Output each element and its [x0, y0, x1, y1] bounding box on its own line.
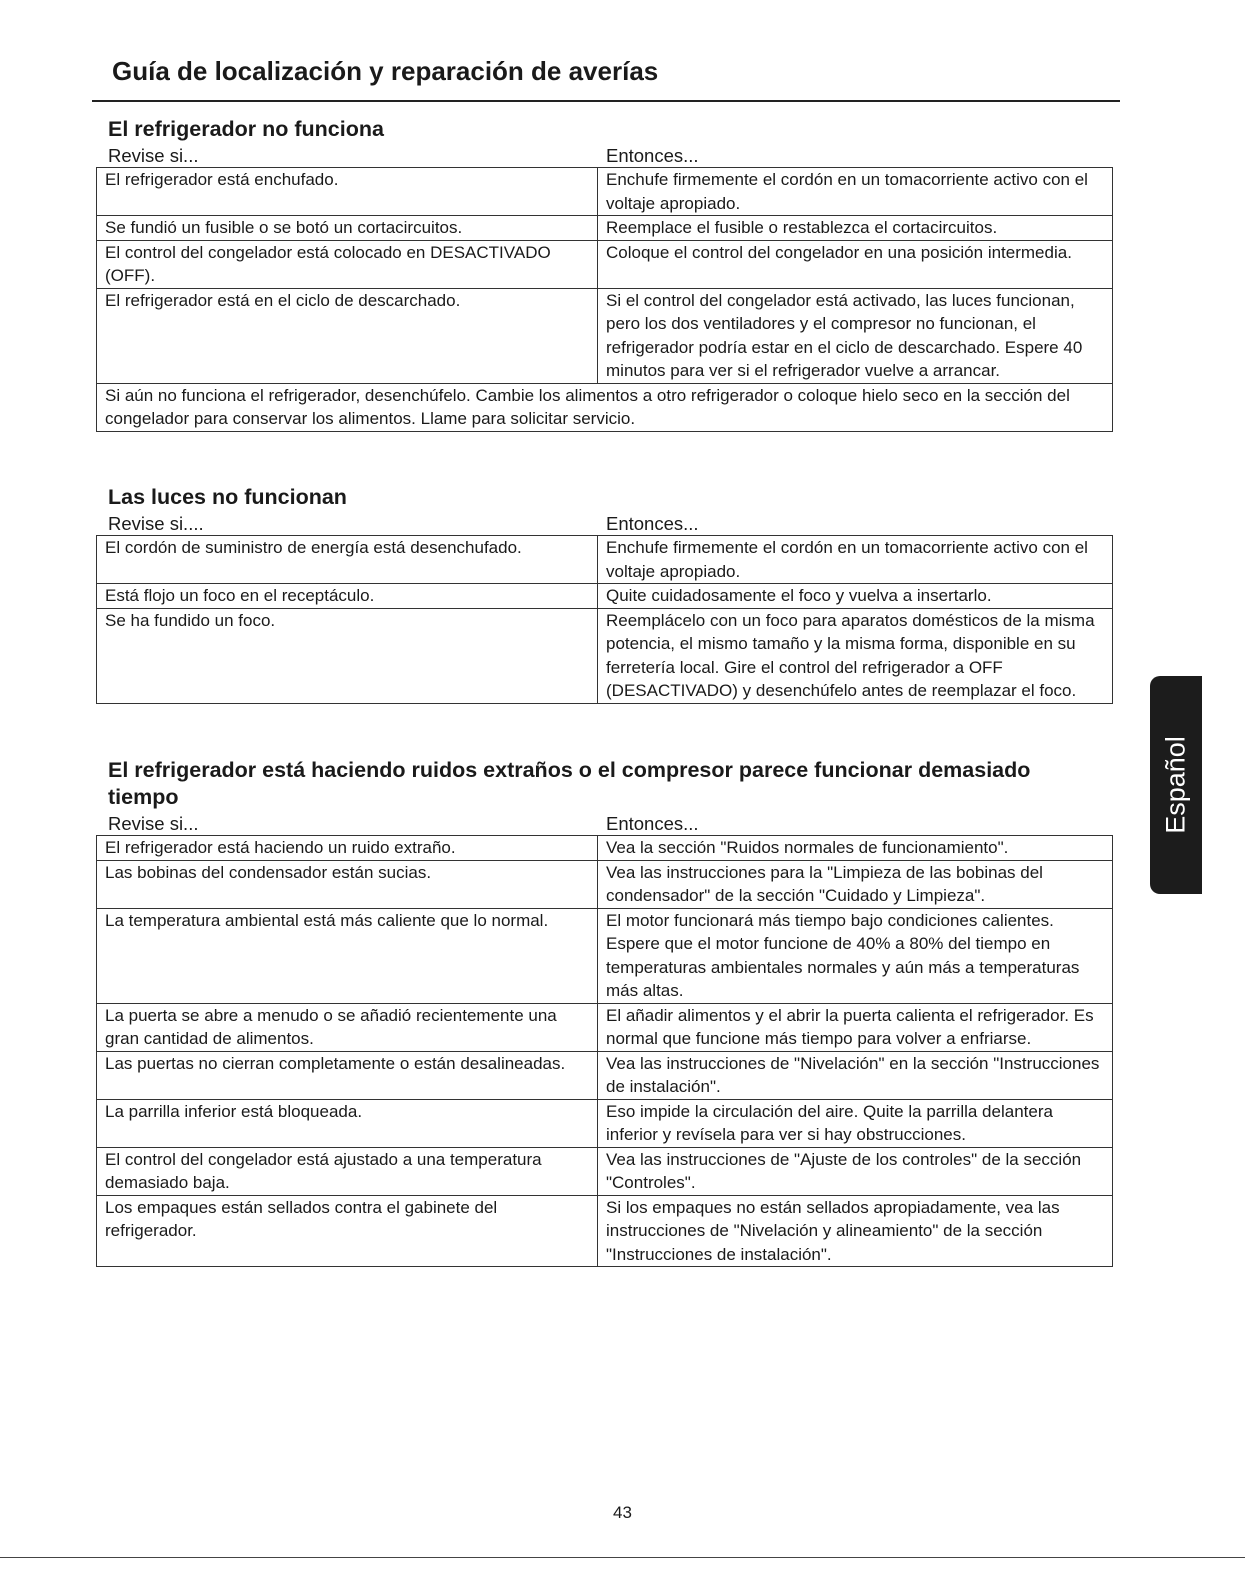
table-row	[97, 584, 1113, 609]
table-row	[97, 1195, 1113, 1267]
check-cell: La temperatura ambiental está más caliente que lo normal.	[97, 908, 598, 1003]
solution-cell: Enchufe firmemente el cordón en un tomacorriente activo con el voltaje apropiado.	[598, 536, 1113, 584]
solution-cell: Coloque el control del congelador en una posición intermedia.	[598, 240, 1113, 288]
table-row	[97, 1051, 1113, 1099]
solution-cell: El motor funcionará más tiempo bajo condiciones calientes. Espere que el motor funcione de 40% a 80% del tiempo en temperaturas ambientales normales y aún más a temperaturas más altas.	[598, 908, 1113, 1003]
table-row	[97, 168, 1113, 216]
check-cell: Se fundió un fusible o se botó un cortacircuitos.	[97, 216, 598, 241]
table-row	[97, 216, 1113, 241]
language-tab-label: Español	[1160, 736, 1191, 834]
title-divider	[92, 100, 1120, 102]
table-row	[97, 1147, 1113, 1195]
table-row	[97, 860, 1113, 908]
check-cell: Se ha fundido un foco.	[97, 608, 598, 703]
table-row	[97, 1099, 1113, 1147]
column-header-then: Entonces...	[606, 813, 699, 834]
column-headers	[96, 513, 1130, 535]
check-cell: El refrigerador está haciendo un ruido extraño.	[97, 836, 598, 861]
check-cell: El refrigerador está en el ciclo de descarchado.	[97, 288, 598, 383]
solution-cell: Enchufe firmemente el cordón en un tomacorriente activo con el voltaje apropiado.	[598, 168, 1113, 216]
solution-cell: Reemplace el fusible o restablezca el cortacircuitos.	[598, 216, 1113, 241]
section-heading: Las luces no funcionan	[108, 485, 347, 509]
table-row	[97, 1003, 1113, 1051]
column-header-then: Entonces...	[606, 513, 699, 534]
bottom-divider	[0, 1557, 1245, 1558]
solution-cell: Eso impide la circulación del aire. Quite la parrilla delantera inferior y revísela para ver si hay obstrucciones.	[598, 1099, 1113, 1147]
solution-cell: Vea las instrucciones de "Nivelación" en la sección "Instrucciones de instalación".	[598, 1051, 1113, 1099]
column-headers	[96, 813, 1130, 835]
troubleshooting-table	[96, 835, 1113, 1267]
solution-cell: Si los empaques no están sellados apropiadamente, vea las instrucciones de "Nivelación y alineamiento" de la sección "Instrucciones de instalación".	[598, 1195, 1113, 1267]
table-row-note	[97, 383, 1113, 431]
service-note: Si aún no funciona el refrigerador, desenchúfelo. Cambie los alimentos a otro refrigerador o coloque hielo seco en la sección del congelador para conservar los alimentos. Llame para solicitar servicio.	[97, 383, 1113, 431]
table-row	[97, 908, 1113, 1003]
solution-cell: Quite cuidadosamente el foco y vuelva a insertarlo.	[598, 584, 1113, 609]
solution-cell: El añadir alimentos y el abrir la puerta calienta el refrigerador. Es normal que funcione más tiempo para volver a enfriarse.	[598, 1003, 1113, 1051]
check-cell: Los empaques están sellados contra el gabinete del refrigerador.	[97, 1195, 598, 1267]
solution-cell: Vea las instrucciones para la "Limpieza de las bobinas del condensador" de la sección "Cuidado y Limpieza".	[598, 860, 1113, 908]
check-cell: El refrigerador está enchufado.	[97, 168, 598, 216]
check-cell: La puerta se abre a menudo o se añadió recientemente una gran cantidad de alimentos.	[97, 1003, 598, 1051]
column-header-check: Revise si...	[108, 813, 199, 834]
check-cell: Las puertas no cierran completamente o están desalineadas.	[97, 1051, 598, 1099]
solution-cell: Vea la sección "Ruidos normales de funcionamiento".	[598, 836, 1113, 861]
section-heading: El refrigerador está haciendo ruidos extraños o el compresor parece funcionar demasiado tiempo	[108, 758, 1031, 809]
column-header-check: Revise si...	[108, 145, 199, 166]
page-title: Guía de localización y reparación de averías	[112, 56, 659, 86]
troubleshooting-table	[96, 167, 1113, 432]
column-headers	[96, 145, 1130, 167]
section-strange-noises	[96, 757, 1130, 1267]
table-row	[97, 836, 1113, 861]
column-header-then: Entonces...	[606, 145, 699, 166]
section-heading: El refrigerador no funciona	[108, 117, 384, 141]
page-number: 43	[613, 1503, 632, 1522]
table-row	[97, 240, 1113, 288]
table-row	[97, 608, 1113, 703]
section-refrigerator-not-working	[96, 116, 1130, 432]
check-cell: Está flojo un foco en el receptáculo.	[97, 584, 598, 609]
table-row	[97, 288, 1113, 383]
solution-cell: Reemplácelo con un foco para aparatos domésticos de la misma potencia, el mismo tamaño y la misma forma, disponible en su ferretería local. Gire el control del refrigerador a OFF (DESACTIVADO) y desenchúfelo antes de reemplazar el foco.	[598, 608, 1113, 703]
check-cell: El control del congelador está ajustado a una temperatura demasiado baja.	[97, 1147, 598, 1195]
solution-cell: Vea las instrucciones de "Ajuste de los controles" de la sección "Controles".	[598, 1147, 1113, 1195]
check-cell: El control del congelador está colocado en DESACTIVADO (OFF).	[97, 240, 598, 288]
check-cell: El cordón de suministro de energía está desenchufado.	[97, 536, 598, 584]
column-header-check: Revise si....	[108, 513, 204, 534]
table-row	[97, 536, 1113, 584]
check-cell: La parrilla inferior está bloqueada.	[97, 1099, 598, 1147]
language-side-tab	[1150, 676, 1202, 894]
solution-cell: Si el control del congelador está activado, las luces funcionan, pero los dos ventiladores y el compresor no funcionan, el refrigerador podría estar en el ciclo de descarchado. Espere 40 minutos para ver si el refrigerador vuelve a arrancar.	[598, 288, 1113, 383]
troubleshooting-table	[96, 535, 1113, 704]
check-cell: Las bobinas del condensador están sucias.	[97, 860, 598, 908]
section-lights-not-working	[96, 484, 1130, 704]
